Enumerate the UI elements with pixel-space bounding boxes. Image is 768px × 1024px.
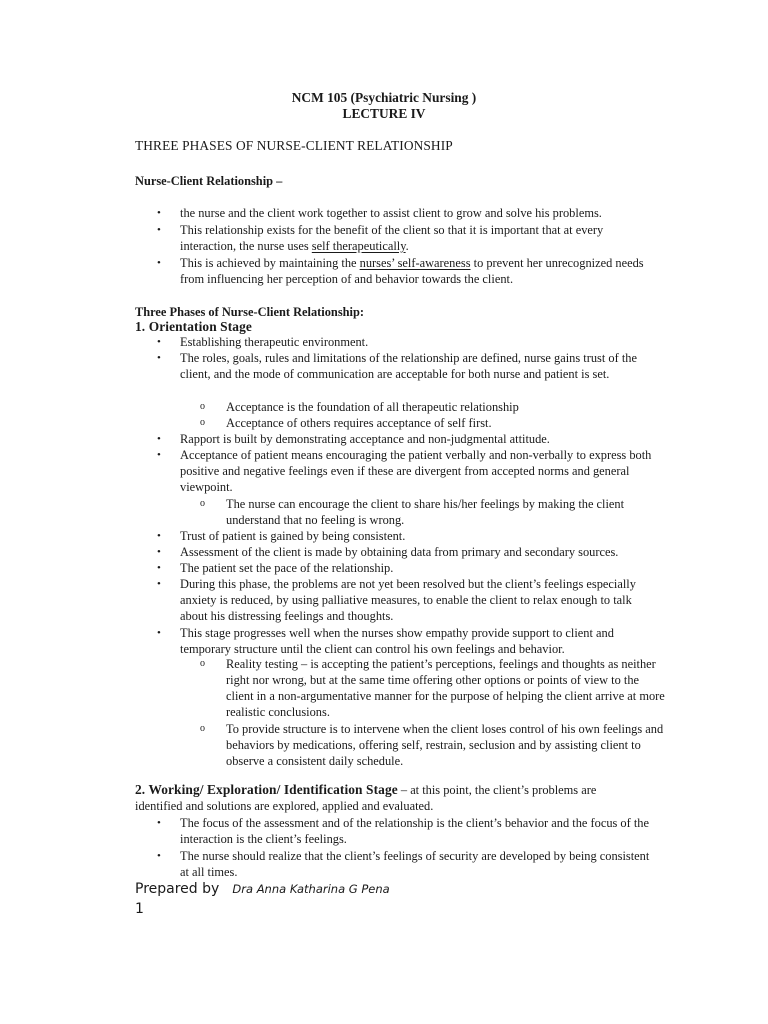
- bullet-icon: •: [157, 352, 161, 364]
- list-item: • Assessment of the client is made by obtaining data from primary and secondary sources.: [157, 545, 619, 559]
- bullet-icon: •: [157, 850, 161, 862]
- sub-list-item: o The nurse can encourage the client to share his/her feelings by making the client understand that no feeling is wrong.: [200, 497, 625, 527]
- working-stage-heading: 2. Working/ Exploration/ Identification Stage: [135, 782, 398, 797]
- bullet-icon: •: [157, 627, 161, 639]
- phases-heading: Three Phases of Nurse-Client Relationship:: [135, 305, 364, 319]
- footer: [135, 881, 390, 897]
- section-title: THREE PHASES OF NURSE-CLIENT RELATIONSHIP: [135, 138, 453, 153]
- sub-list-item: o Reality testing – is accepting the patient’s perceptions, feelings and thoughts as neither right nor wrong, but at the same time offering other options or points of view to the client in a non-argumentative manner for the purpose of helping the client arrive at more realistic conclusions.: [200, 657, 665, 719]
- list-item: [157, 255, 657, 287]
- page-number: 1: [135, 901, 144, 917]
- bullet-icon: •: [157, 207, 161, 219]
- bullet-icon: •: [157, 546, 161, 558]
- circle-bullet-icon: o: [200, 401, 205, 412]
- lecture-number: LECTURE IV: [342, 106, 426, 121]
- circle-bullet-icon: o: [200, 658, 205, 669]
- bullet-icon: •: [157, 530, 161, 542]
- bullet-icon: •: [157, 433, 161, 445]
- list-item: • Establishing therapeutic environment.: [157, 335, 369, 349]
- bullet-icon: •: [157, 578, 161, 590]
- list-item: • The nurse should realize that the client’s feelings of security are developed by being consistent at all times.: [157, 849, 650, 879]
- list-item: • The patient set the pace of the relationship.: [157, 561, 394, 575]
- sub-list-item: o Acceptance is the foundation of all therapeutic relationship: [200, 400, 519, 414]
- list-item-text: This is achieved by maintaining the nurses’ self-awareness to prevent her unrecognized needs from influencing her perception of and behavior towards the client.: [180, 256, 644, 286]
- sub-list-item: o Acceptance of others requires acceptance of self first.: [200, 416, 492, 430]
- bullet-icon: •: [157, 224, 161, 236]
- sub-list-item: o To provide structure is to intervene when the client loses control of his own feelings and behaviors by medications, offering self, restrain, seclusion and by assisting client to observe a consistent daily schedule.: [200, 722, 664, 768]
- author-name: Dra Anna Katharina G Pena: [232, 882, 390, 896]
- list-item-text: This relationship exists for the benefit of the client so that it is important that at every interaction, the nurse uses self therapeutically.: [180, 223, 604, 253]
- list-item: [157, 205, 657, 221]
- list-item: • Rapport is built by demonstrating acceptance and non-judgmental attitude.: [157, 432, 550, 446]
- list-item: • The focus of the assessment and of the relationship is the client’s behavior and the focus of the interaction is the client’s feelings.: [157, 816, 649, 846]
- prepared-by-label: Prepared by: [135, 881, 220, 897]
- bullet-icon: •: [157, 817, 161, 829]
- bullet-icon: •: [157, 336, 161, 348]
- list-item: • Acceptance of patient means encouraging the patient verbally and non-verbally to express both positive and negative feelings even if these are divergent from accepted norms and general viewpoint.: [157, 448, 652, 494]
- course-title: NCM 105 (Psychiatric Nursing ): [291, 90, 477, 105]
- underlined-term: self therapeutically: [311, 239, 406, 253]
- circle-bullet-icon: o: [200, 498, 205, 509]
- list-item: • The roles, goals, rules and limitations of the relationship are defined, nurse gains trust of the client, and the mode of communication are acceptable for both nurse and patient is set.: [157, 351, 637, 381]
- bullet-icon: •: [157, 257, 161, 269]
- list-item: [157, 222, 657, 254]
- definition-heading: Nurse-Client Relationship –: [135, 174, 283, 188]
- working-stage-paragraph: 2. Working/ Exploration/ Identification Stage – at this point, the client’s problems are identified and solutions are explored, applied and evaluated.: [135, 782, 597, 813]
- list-item-text: the nurse and the client work together to assist client to grow and solve his problems.: [180, 206, 602, 220]
- orientation-stage-heading: 1. Orientation Stage: [135, 319, 252, 334]
- bullet-icon: •: [157, 449, 161, 461]
- list-item: • This stage progresses well when the nurses show empathy provide support to client and temporary structure until the client can control his own feelings and behavior.: [157, 626, 614, 656]
- circle-bullet-icon: o: [200, 417, 205, 428]
- underlined-term: nurses’ self-awareness: [359, 256, 471, 270]
- list-item: • During this phase, the problems are not yet been resolved but the client’s feelings especially anxiety is reduced, by using palliative measures, to enable the client to relax enough to talk about his distressing feelings and thoughts.: [157, 577, 636, 623]
- list-item: • Trust of patient is gained by being consistent.: [157, 529, 406, 543]
- circle-bullet-icon: o: [200, 723, 205, 734]
- bullet-icon: •: [157, 562, 161, 574]
